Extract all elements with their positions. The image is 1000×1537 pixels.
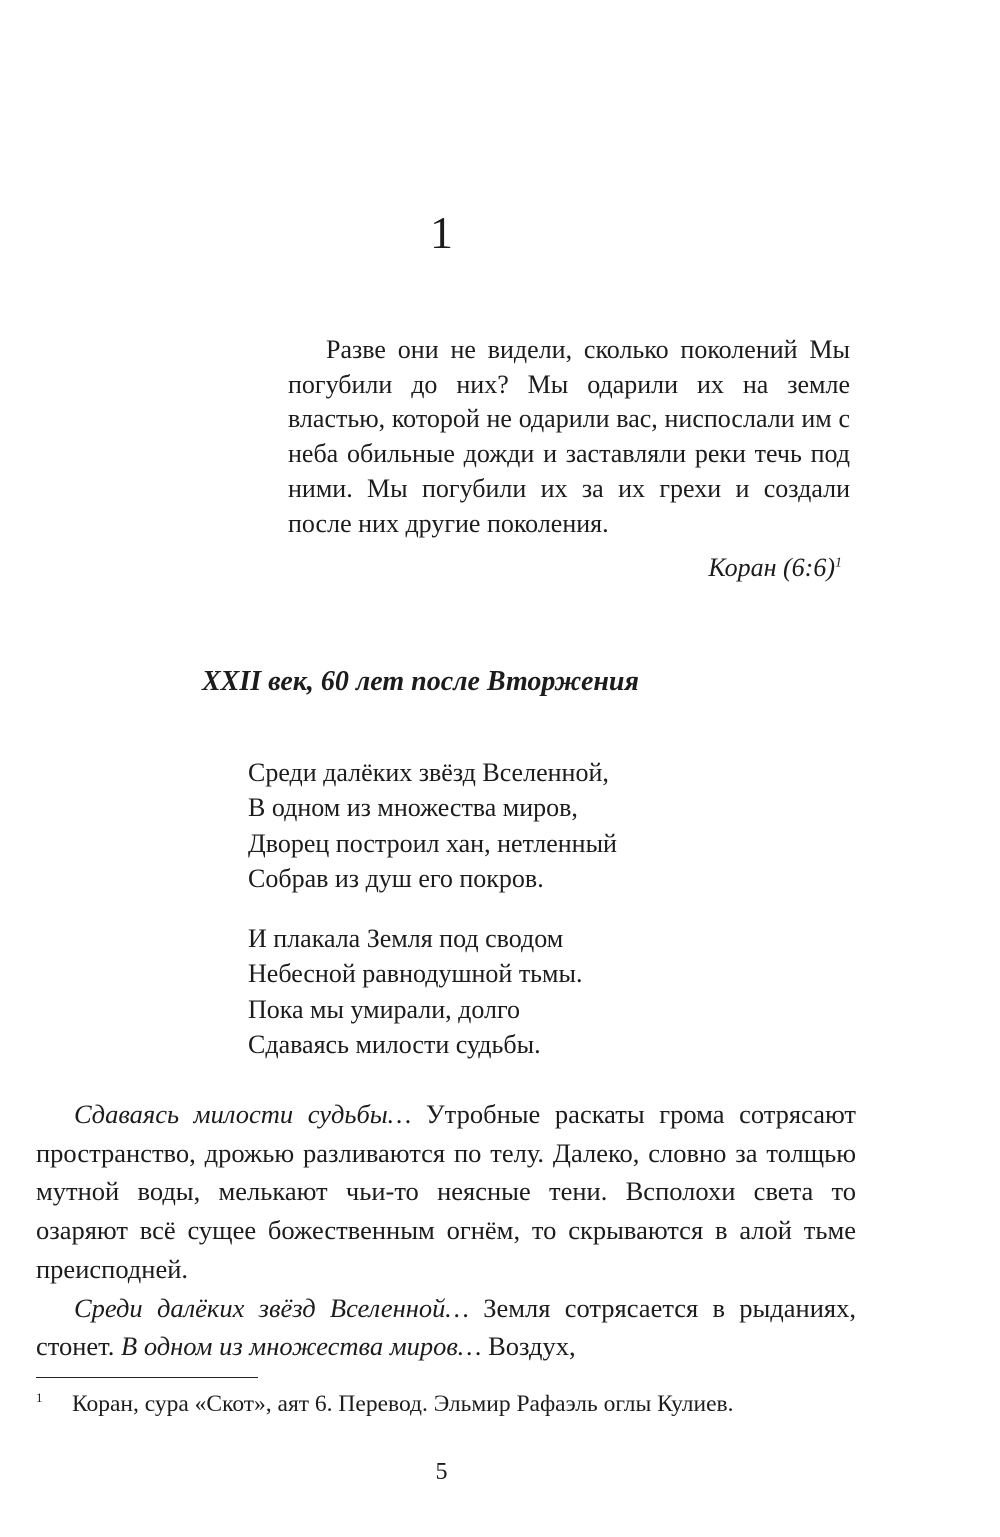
- chapter-number: 1: [430, 207, 453, 258]
- body-sentence: Воздух,: [481, 1331, 576, 1362]
- footnote-marker: 1: [36, 1390, 43, 1405]
- body-quote: Сдаваясь милости судьбы…: [74, 1099, 412, 1129]
- body-quote: Среди далёких звёзд Вселенной…: [74, 1292, 469, 1323]
- body-paragraph-2: [36, 1289, 856, 1366]
- poem-line: Пока мы умирали, долго: [248, 994, 521, 1024]
- footnote-text: Коран, сура «Скот», аят 6. Перевод. Эльмир Рафаэль оглы Кулиев.: [72, 1391, 734, 1417]
- poem-line: Небесной равнодушной тьмы.: [248, 959, 583, 989]
- epigraph-text: Разве они не видели, сколько поколений Мы погубили до них? Мы одарили их на земле властью, которой не одарили вас, ниспослали им с неба обильные дожди и заставляли реки течь под ними. Мы погубили их за их грехи и создали после них другие поколения.: [288, 335, 850, 538]
- section-heading: XXII век, 60 лет после Вторжения: [202, 666, 639, 697]
- footnote-divider: [36, 1377, 258, 1378]
- footnote: [36, 1388, 866, 1420]
- poem-stanza-1: [248, 755, 617, 896]
- epigraph-source-label: Коран (6:6): [708, 553, 835, 583]
- poem-line: Среди далёких звёзд Вселенной,: [248, 758, 609, 787]
- poem-line: Дворец построил хан, нетленный: [248, 828, 617, 858]
- epigraph-source: [288, 551, 850, 586]
- page-number: 5: [435, 1459, 448, 1485]
- footnote-reference[interactable]: 1: [835, 555, 842, 571]
- body-sentence: Утробные раскаты грома сотрясают пространство, дрожью разливаются по телу. Далеко, словно за толщью мутной воды, мелькают чьи-то неясные тени. Всполохи света то озаряют всё сущее божественным огнём, то скрываются в алой тьме преисподней.: [36, 1099, 856, 1284]
- poem-line: В одном из множества миров,: [248, 793, 578, 823]
- body-quote: В одном из множества миров…: [121, 1331, 482, 1362]
- poem-line: Сдаваясь милости судьбы.: [248, 1029, 541, 1059]
- poem-line: Собрав из душ его покров.: [248, 863, 544, 893]
- poem-line: И плакала Земля под сводом: [248, 924, 564, 953]
- epigraph: [288, 333, 850, 586]
- body-paragraph-1: [36, 1095, 856, 1289]
- body-text: [36, 1095, 856, 1366]
- poem-stanza-2: [248, 921, 582, 1062]
- body-sentence: Земля сотрясается в рыданиях, стонет.: [36, 1292, 856, 1362]
